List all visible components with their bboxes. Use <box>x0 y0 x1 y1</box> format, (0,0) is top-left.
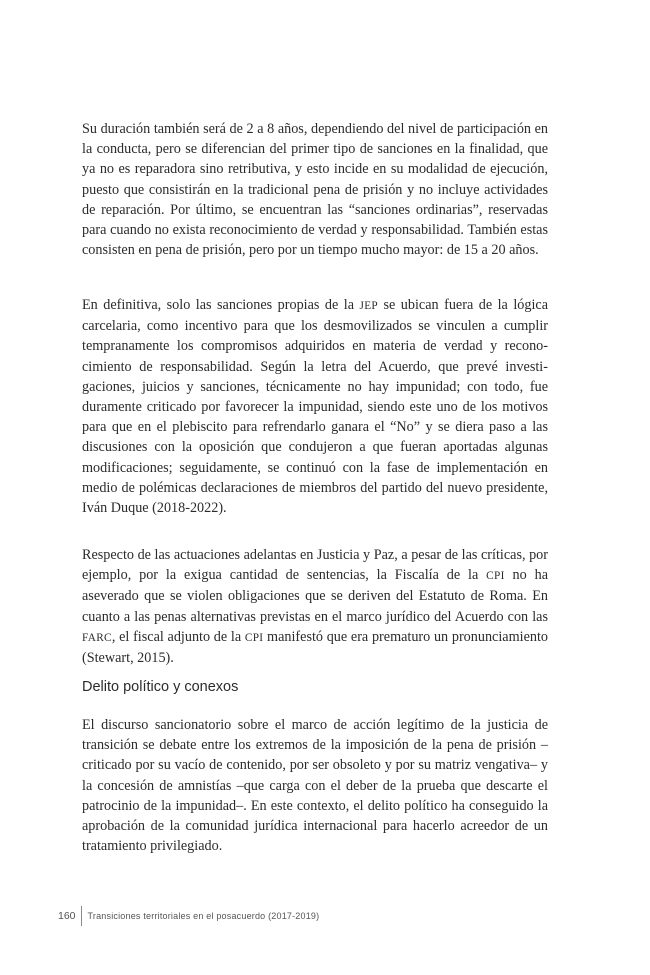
section-heading: Delito político y conexos <box>82 679 239 695</box>
paragraph-text: El discurso sancionatorio sobre el marco de acción legítimo de la justicia de transición se debate entre los extremos de la imposición de la pena de prisión –criticado por su vacío de contenido, por ser obsoleto y por su matriz vengativa– y la concesión de amnistías –que carga con el deber de la prueba que descarte el patrocinio de la impunidad–. En este contexto, el delito político ha conseguido la aprobación de la comunidad jurídica internacional para hacerlo acreedor de un tratamiento privilegiado. <box>82 717 548 855</box>
paragraph-text <box>82 545 548 668</box>
text-run: manifestó que era prematuro un pronunciamiento (Stewart, 2015). <box>82 628 548 667</box>
acronym-farc: FARC <box>82 631 112 644</box>
text-run: no ha aseverado que se violen obligaciones que se deriven del Estatuto de Roma. En cuanto a las penas alternativas previstas en el marco jurídico del Acuerdo con las <box>82 567 548 625</box>
paragraph <box>82 545 548 668</box>
acronym-jep: JEP <box>359 300 379 312</box>
text-run: En definitiva, solo las sanciones propias de la <box>82 297 360 313</box>
page-footer <box>58 907 319 925</box>
paragraph <box>82 119 548 260</box>
paragraph-text: Su duración también será de 2 a 8 años, dependiendo del nivel de participación en la conducta, pero se diferencian del primer tipo de sanciones en la finalidad, que ya no es reparadora sino retributiva, y esto incide en su modalidad de ejecución, puesto que consistirán en la tradicional pena de prisión y no incluye actividades de reparación. Por último, se encuentran las “sanciones ordinarias”, reservadas para cuando no exista reconocimiento de verdad y responsabilidad. También estas consisten en pena de prisión, pero por un tiempo mucho mayor: de 15 a 20 años. <box>82 121 548 259</box>
acronym-cpi: CPI <box>244 631 264 644</box>
text-run: se ubican fuera de la lógica carcelaria, como incentivo para que los desmovilizados se vinculen a cumplir tempranamente los compromisos adquiridos en materia de verdad y reconocimiento de responsabilidad. Según la letra del Acuerdo, que prevé investigaciones, juicios y sanciones, técnicamente no hay impunidad; con todo, fue duramente criticado por favorecer la impunidad, siendo este uno de los motivos para que en el plebiscito para refrendarlo ganara el “No” y se diera paso a las discusiones con la oposición que condujeron a que fueran aportadas algunas modificaciones; seguidamente, se continuó con la fase de implementación en medio de polémicas declaraciones de miembros del partido del nuevo presidente, Iván Duque (2018-2022). <box>82 297 548 517</box>
acronym-cpi: CPI <box>486 570 505 583</box>
page-number: 160 <box>58 910 76 922</box>
paragraph <box>82 295 548 518</box>
text-run: , el fiscal adjunto de la <box>111 628 245 645</box>
running-title: Transiciones territoriales en el posacuerdo (2017-2019) <box>87 911 320 921</box>
paragraph <box>82 715 548 856</box>
footer-divider <box>81 906 82 926</box>
text-run: Respecto de las actuaciones adelantas en Justicia y Paz, a pesar de las críticas, por ejemplo, por la exigua cantidad de sentencias, la Fiscalía de la <box>82 547 548 584</box>
paragraph-text <box>82 295 548 518</box>
